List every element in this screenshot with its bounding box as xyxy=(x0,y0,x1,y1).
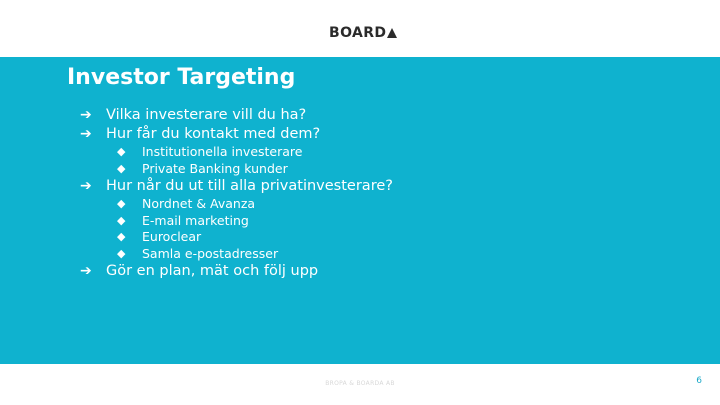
diamond-bullet-icon: ◆ xyxy=(117,230,126,243)
sub-bullet-item xyxy=(80,161,393,178)
diamond-bullet-icon: ◆ xyxy=(117,213,126,227)
bullet-text: Gör en plan, mät och följ upp xyxy=(106,263,319,279)
slide-header xyxy=(0,0,720,57)
sub-bullet-item xyxy=(80,196,393,213)
logo-triangle-icon xyxy=(387,28,397,38)
arrow-bullet-icon: ➔ xyxy=(80,126,92,142)
bullet-item xyxy=(80,262,393,281)
logo-text: BOARD xyxy=(329,24,387,41)
arrow-bullet-icon: ➔ xyxy=(80,178,92,194)
bullet-item xyxy=(80,177,393,196)
sub-bullet-item xyxy=(80,144,393,161)
bullet-text: Hur når du ut till alla privatinvesterare? xyxy=(106,178,393,194)
sub-bullet-text: E-mail marketing xyxy=(142,212,249,228)
footer-text: BROPA & BOARDA AB xyxy=(325,380,395,387)
diamond-bullet-icon: ◆ xyxy=(117,246,126,260)
diamond-bullet-icon: ◆ xyxy=(117,145,126,158)
arrow-bullet-icon: ➔ xyxy=(80,263,92,279)
sub-bullet-text: Private Banking kunder xyxy=(142,160,288,176)
sub-bullet-text: Nordnet & Avanza xyxy=(142,196,256,211)
slide-title: Investor Targeting xyxy=(67,65,296,90)
sub-bullet-item xyxy=(80,213,393,230)
sub-bullet-item xyxy=(80,246,393,263)
sub-bullet-text: Institutionella investerare xyxy=(142,144,303,159)
sub-bullet-text: Samla e-postadresser xyxy=(142,245,279,261)
bullet-item xyxy=(80,106,393,125)
bullet-item xyxy=(80,125,393,144)
arrow-bullet-icon: ➔ xyxy=(80,107,92,123)
diamond-bullet-icon: ◆ xyxy=(117,197,126,210)
bullet-text: Hur får du kontakt med dem? xyxy=(106,126,321,142)
boarda-logo xyxy=(329,24,397,41)
bullet-text: Vilka investerare vill du ha? xyxy=(106,107,307,123)
page-number: 6 xyxy=(696,376,702,386)
bullet-list xyxy=(80,106,393,281)
sub-bullet-text: Euroclear xyxy=(142,229,202,244)
diamond-bullet-icon: ◆ xyxy=(117,161,126,175)
sub-bullet-item xyxy=(80,229,393,246)
